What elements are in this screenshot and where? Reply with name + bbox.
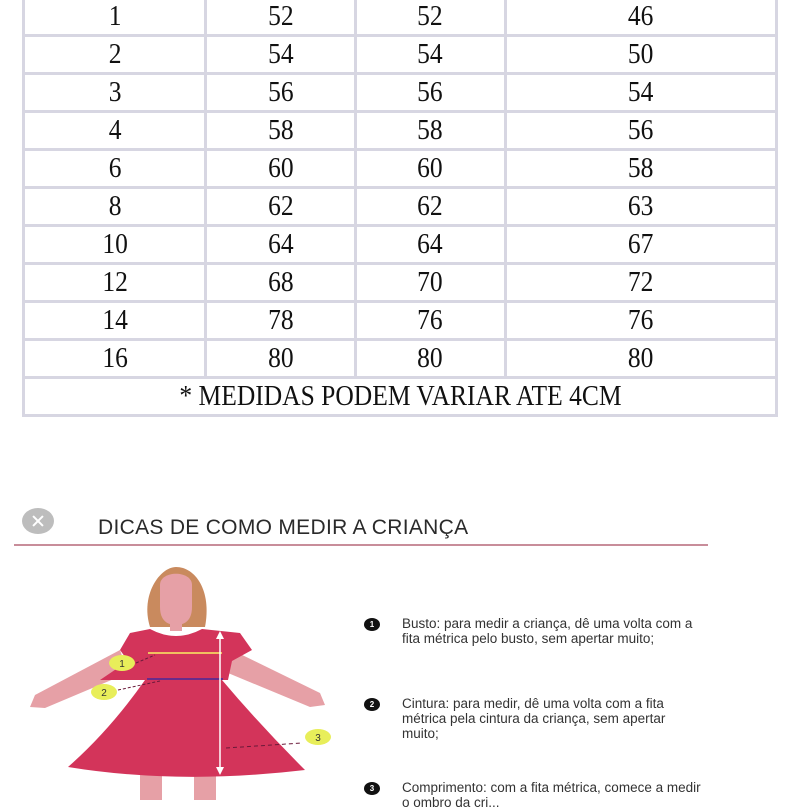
- measurement-cell: 58: [364, 112, 496, 150]
- size-cell: 6: [34, 150, 194, 188]
- svg-text:2: 2: [101, 688, 107, 699]
- number-2-icon: 2: [364, 698, 380, 711]
- table-row: [24, 340, 777, 378]
- measurement-cell: 76: [364, 302, 496, 340]
- measurement-cell: 62: [215, 188, 347, 226]
- size-cell: 4: [34, 112, 194, 150]
- measurement-cell: 72: [522, 264, 761, 302]
- table-row: [24, 264, 777, 302]
- measurement-cell: 68: [215, 264, 347, 302]
- measurement-cell: 63: [522, 188, 761, 226]
- table-row: [24, 112, 777, 150]
- tips-title: DICAS DE COMO MEDIR A CRIANÇA: [98, 516, 469, 539]
- arm-right-icon: [228, 650, 325, 707]
- measurement-cell: 60: [215, 150, 347, 188]
- measurement-cell: 50: [522, 36, 761, 74]
- measurement-cell: 80: [522, 340, 761, 378]
- measurement-cell: 78: [215, 302, 347, 340]
- measurement-cell: 56: [522, 112, 761, 150]
- size-cell: 10: [34, 226, 194, 264]
- close-icon[interactable]: [22, 508, 54, 534]
- measurement-cell: 80: [215, 340, 347, 378]
- measurement-cell: 52: [364, 0, 496, 36]
- table-note-row: [24, 378, 777, 416]
- table-row: [24, 74, 777, 112]
- size-cell: 3: [34, 74, 194, 112]
- measurement-cell: 62: [364, 188, 496, 226]
- measurement-cell: 56: [215, 74, 347, 112]
- measurement-cell: 46: [522, 0, 761, 36]
- table-row: [24, 188, 777, 226]
- svg-text:1: 1: [119, 659, 125, 670]
- measurement-cell: 58: [215, 112, 347, 150]
- divider: [14, 544, 708, 546]
- size-table: [22, 0, 778, 417]
- measurement-cell: 67: [522, 226, 761, 264]
- size-table-container: [22, 0, 778, 417]
- size-cell: 16: [34, 340, 194, 378]
- legs-icon: [140, 775, 216, 800]
- measurement-cell: 80: [364, 340, 496, 378]
- measurement-cell: 54: [364, 36, 496, 74]
- measurement-cell: 60: [364, 150, 496, 188]
- tip-length-text: Comprimento: com a fita métrica, comece a medir o ombro da cri...: [402, 780, 701, 810]
- size-cell: 1: [34, 0, 194, 36]
- measurement-cell: 52: [215, 0, 347, 36]
- number-1-icon: 1: [364, 618, 380, 631]
- measurement-cell: 64: [364, 226, 496, 264]
- table-row: [24, 36, 777, 74]
- size-cell: 8: [34, 188, 194, 226]
- table-row: [24, 302, 777, 340]
- tip-waist-text: Cintura: para medir, dê uma volta com a fita métrica pela cintura da criança, sem apertar muito;: [402, 696, 666, 741]
- number-3-icon: 3: [364, 782, 380, 795]
- measurement-cell: 54: [522, 74, 761, 112]
- table-row: [24, 226, 777, 264]
- measurement-cell: 76: [522, 302, 761, 340]
- child-measurement-illustration: [0, 555, 350, 800]
- size-cell: 14: [34, 302, 194, 340]
- measurement-cell: 56: [364, 74, 496, 112]
- tips-header: [14, 508, 708, 548]
- measurement-cell: 58: [522, 150, 761, 188]
- table-row: [24, 0, 777, 36]
- dress-icon: [68, 629, 305, 777]
- tip-bust-text: Busto: para medir a criança, dê uma volta com a fita métrica pelo busto, sem apertar muito;: [402, 616, 693, 646]
- measurement-cell: 54: [215, 36, 347, 74]
- measurement-cell: 70: [364, 264, 496, 302]
- table-row: [24, 150, 777, 188]
- variation-note: * MEDIDAS PODEM VARIAR ATE 4CM: [69, 378, 732, 416]
- size-cell: 2: [34, 36, 194, 74]
- size-cell: 12: [34, 264, 194, 302]
- measurement-cell: 64: [215, 226, 347, 264]
- svg-text:3: 3: [315, 733, 321, 744]
